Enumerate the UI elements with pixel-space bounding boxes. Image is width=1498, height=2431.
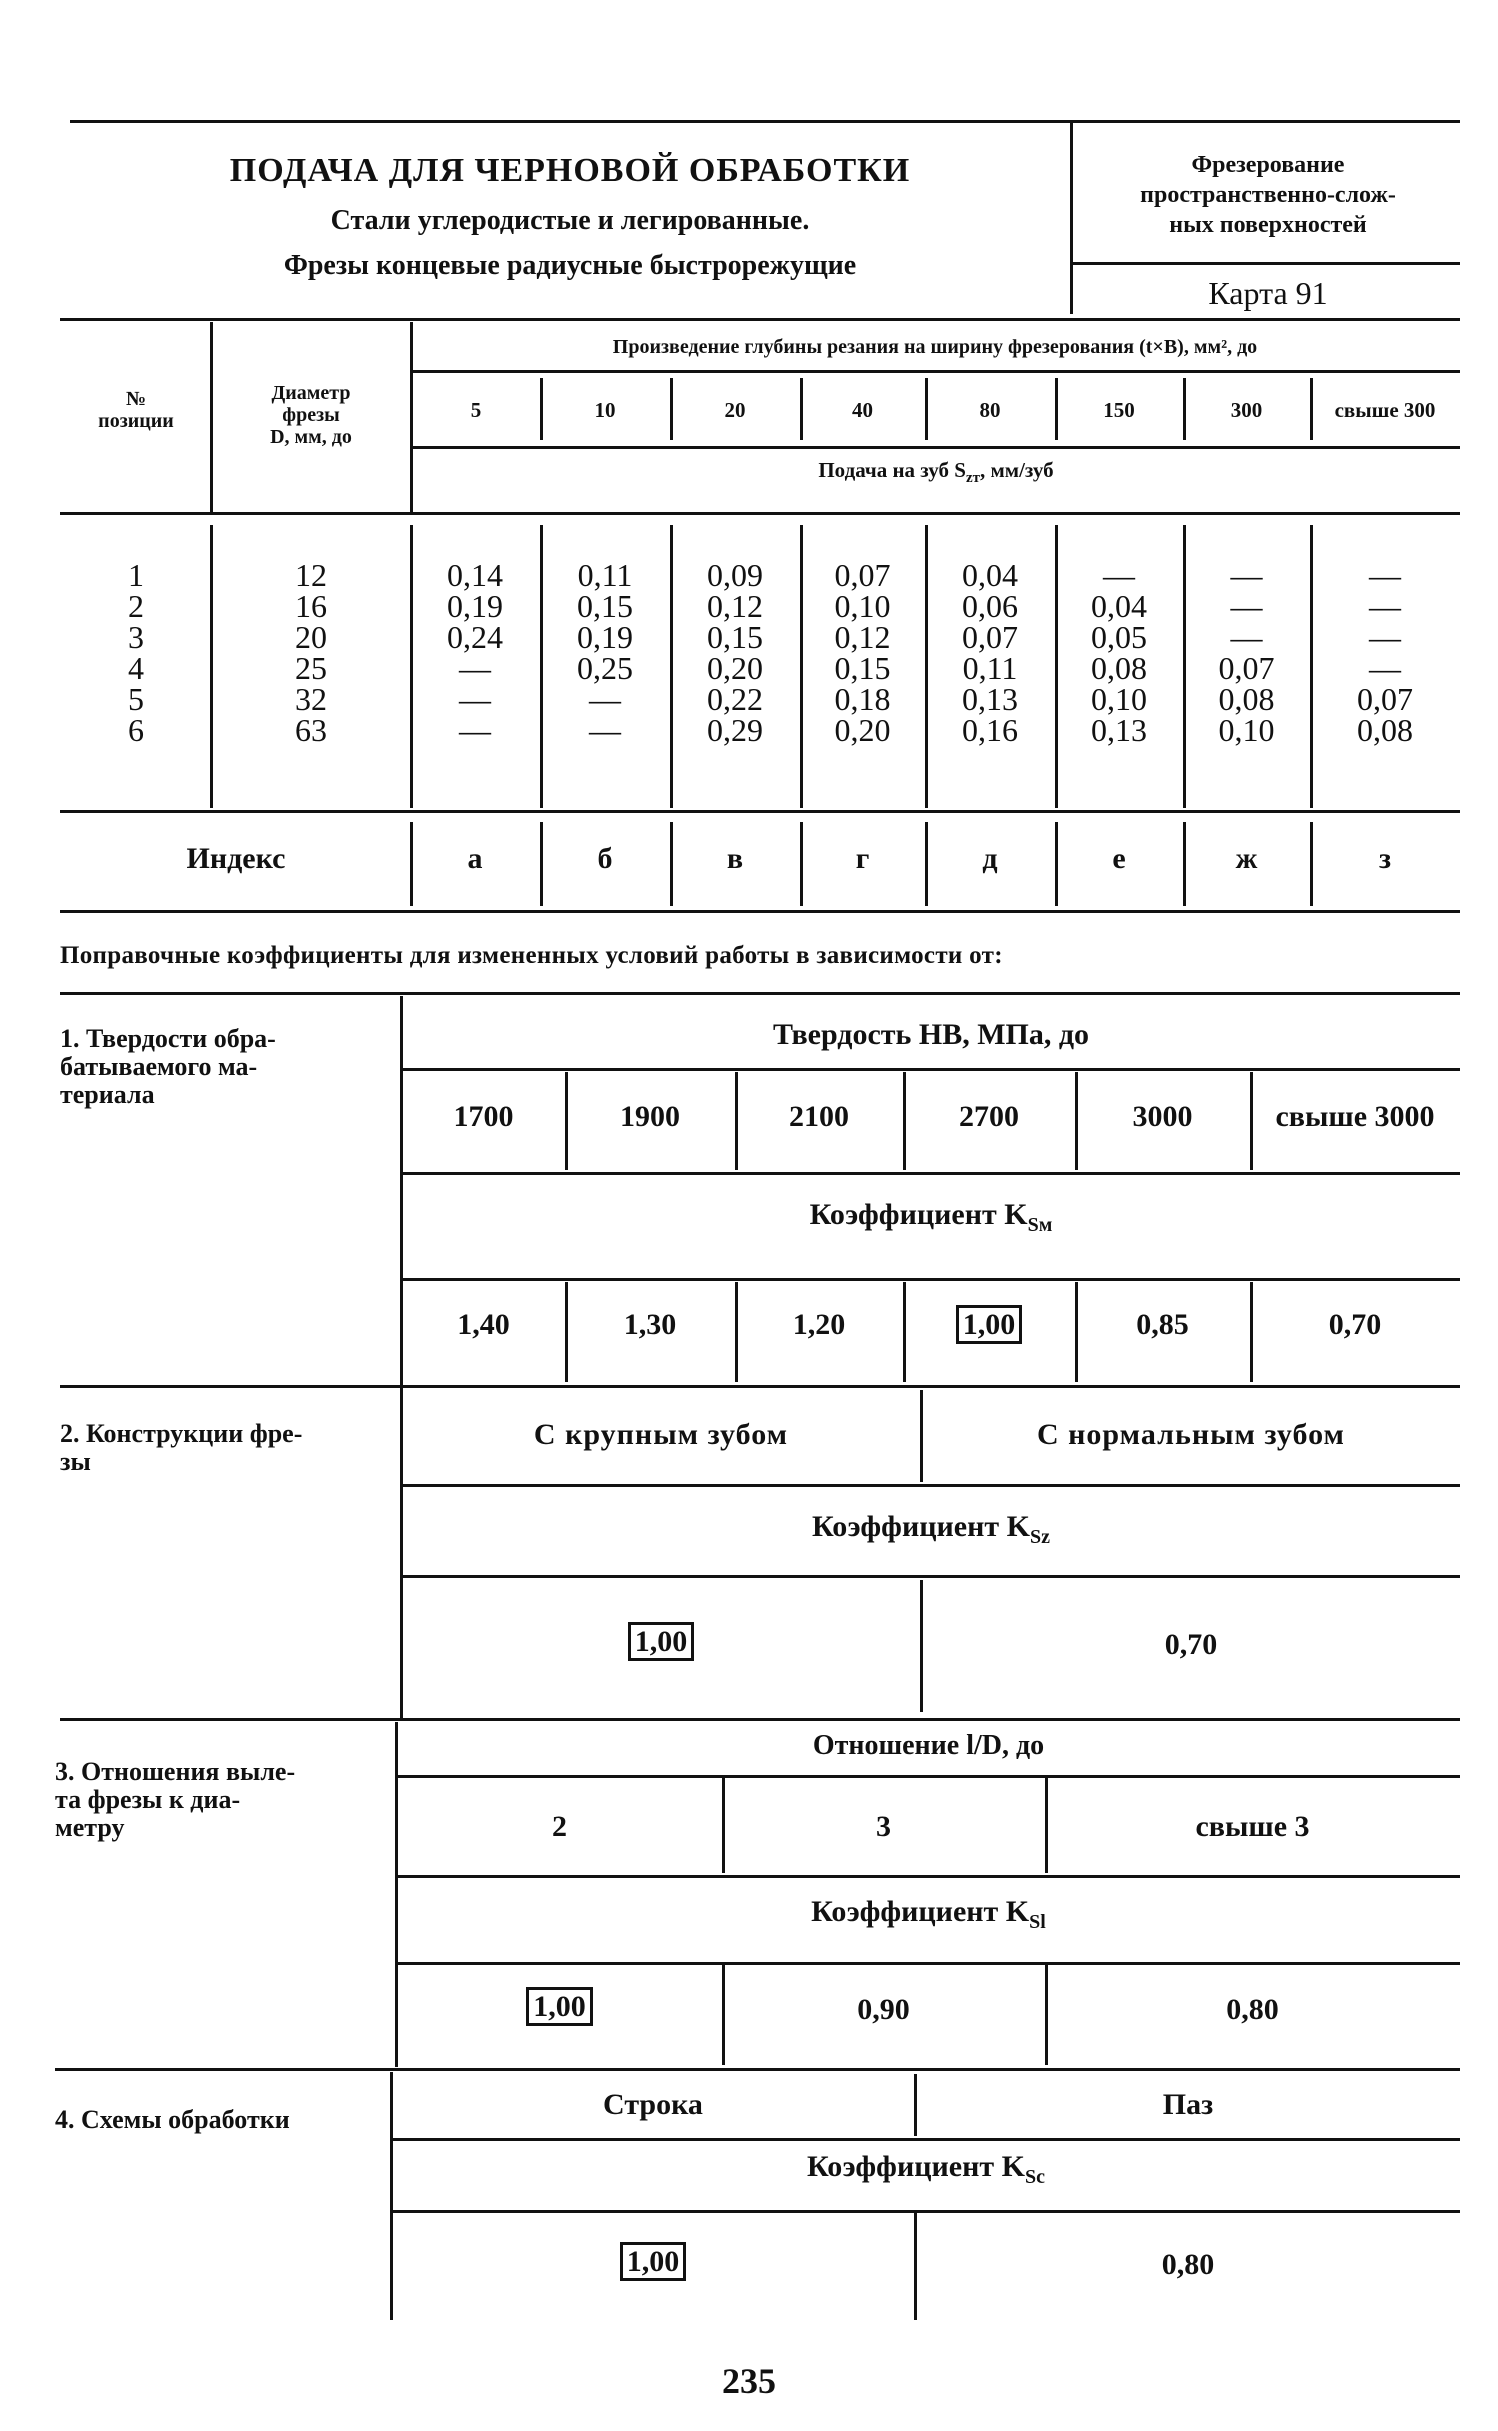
hardness-header: Твердость HB, МПа, до: [772, 1018, 1090, 1051]
hardness-separator: [1250, 1282, 1253, 1382]
hardness-separator: [903, 1072, 906, 1170]
table-cell: 25: [295, 650, 327, 686]
table-cell: 0,06: [962, 588, 1018, 624]
hardness-cell: 0,85: [1136, 1308, 1189, 1341]
table-cell: 0,24: [447, 619, 503, 655]
position-header-1: №: [125, 388, 147, 410]
overhang-coef-rule: [397, 1962, 1460, 1965]
table-top-rule: [60, 318, 1460, 321]
table-cell: 2: [128, 588, 144, 624]
table-cell: 0,10: [1218, 712, 1275, 748]
table-cell: —: [1230, 588, 1263, 624]
hardness-cell: 1,20: [792, 1308, 846, 1341]
table-cell: 0,13: [962, 681, 1018, 717]
overhang-values-rule: [397, 1875, 1460, 1878]
table-cell: 0,22: [707, 681, 763, 717]
index-separator: [410, 822, 413, 906]
design-bottom-rule: [60, 1718, 1460, 1721]
table-cell: 0,04: [1091, 588, 1147, 624]
hardness-header-rule: [402, 1068, 1460, 1071]
table-cell: 0,07: [1218, 650, 1275, 686]
table-cell: 0,07: [962, 619, 1018, 655]
table-cell: 0,07: [834, 557, 891, 593]
table-cell: —: [459, 712, 491, 748]
operation-line-1: Фрезерование: [1191, 152, 1345, 178]
hardness-separator: [735, 1282, 738, 1382]
scheme-label: 4. Схемы обработки: [55, 2105, 290, 2134]
overhang-label-3: метру: [55, 1813, 125, 1842]
design-coef-text: Коэффициент K: [812, 1510, 1030, 1543]
hardness-values-rule: [402, 1172, 1460, 1175]
table-cell: 0,10: [1091, 681, 1147, 717]
table-cell: —: [1369, 557, 1401, 593]
table-cell: 0,08: [1357, 712, 1413, 748]
table-cell: —: [1103, 557, 1135, 593]
table-cell: 32: [295, 681, 327, 717]
highlighted-value: 1,00: [956, 1305, 1023, 1344]
table-cell: 0,14: [447, 557, 503, 593]
table-cell: 3: [128, 619, 144, 655]
table-cell: —: [1369, 588, 1401, 624]
feed-header-subscript: zт: [965, 470, 980, 487]
position-header-2: позиции: [98, 410, 174, 432]
table-cell: 0,16: [962, 712, 1018, 748]
table-cell: 0,11: [577, 557, 633, 593]
hardness-separator: [735, 1072, 738, 1170]
table-cell: 0,15: [707, 619, 763, 655]
overhang-coef-sub: Sl: [1029, 1911, 1046, 1933]
index-letter: г: [855, 842, 870, 875]
material-subtitle: Стали углеродистые и легированные.: [330, 205, 810, 236]
feed-column: [1310, 557, 1460, 748]
overhang-header-rule: [397, 1775, 1460, 1778]
table-cell: 0,05: [1091, 619, 1147, 655]
corrections-intro: Поправочные коэффициенты для измененных условий работы в зависимости от:: [60, 942, 1003, 969]
feed-header-unit: , мм/зуб: [979, 458, 1054, 482]
diameter-column: [212, 557, 410, 748]
hardness-cell: свыше 3000: [1275, 1100, 1435, 1133]
feed-header: [412, 458, 1460, 487]
table-cell: 0,15: [834, 650, 891, 686]
overhang-label-2: та фрезы к диа-: [55, 1785, 241, 1814]
overhang-coef-2: [397, 1990, 722, 2024]
hardness-coef-label: [402, 1198, 1460, 1237]
scheme-coef-slot: 0,80: [1161, 2248, 1215, 2281]
design-coef-large-value: 1,00: [628, 1622, 695, 1661]
design-label-2: зы: [60, 1447, 91, 1476]
overhang-value-over-3: свыше 3: [1195, 1810, 1310, 1843]
index-letter: ж: [1235, 842, 1258, 875]
table-cell: 0,20: [834, 712, 891, 748]
design-coef-normal: 0,70: [1164, 1628, 1218, 1661]
diameter-header-2: фрезы: [282, 404, 340, 426]
hardness-label-1: 1. Твердости обра-: [60, 1024, 276, 1053]
hardness-cell: 1,40: [457, 1308, 510, 1341]
scheme-coef-line-value: 1,00: [620, 2242, 687, 2281]
index-separator: [1310, 822, 1313, 906]
index-letter: е: [1112, 842, 1126, 875]
hardness-cell: 1700: [453, 1100, 514, 1133]
overhang-bottom-rule: [55, 2068, 1460, 2071]
hardness-cell: 2700: [959, 1100, 1019, 1133]
product-value-5: 5: [470, 398, 482, 422]
overhang-coef-2-value: 1,00: [526, 1987, 593, 2026]
table-cell: —: [589, 681, 621, 717]
table-cell: 0,19: [447, 588, 503, 624]
hardness-separator: [1075, 1072, 1078, 1170]
scheme-coef-sub: Sc: [1024, 2166, 1045, 2188]
table-header-bottom-rule: [60, 512, 1460, 515]
scheme-option-line: Строка: [603, 2088, 703, 2121]
hardness-coef-rule: [402, 1278, 1460, 1281]
table-cell: 0,09: [707, 557, 763, 593]
hardness-separator: [903, 1282, 906, 1382]
feed-column: [670, 557, 800, 748]
page-title: ПОДАЧА ДЛЯ ЧЕРНОВОЙ ОБРАБОТКИ: [229, 152, 911, 189]
feed-column: [800, 557, 925, 748]
index-letter: з: [1378, 842, 1392, 875]
index-label: Индекс: [186, 842, 286, 875]
overhang-coef-text: Коэффициент K: [811, 1895, 1030, 1928]
scheme-coef-line: [392, 2245, 914, 2279]
hardness-separator: [1250, 1072, 1253, 1170]
hardness-label-3: териала: [60, 1080, 155, 1109]
index-letter: б: [597, 842, 613, 875]
table-cell: —: [459, 650, 491, 686]
feed-header-label: Подача на зуб S: [818, 458, 966, 482]
table-cell: 0,20: [707, 650, 763, 686]
design-coef-label: [402, 1510, 1460, 1549]
table-cell: —: [589, 712, 621, 748]
overhang-coef-3: 0,90: [857, 1993, 910, 2026]
product-value-20: 20: [724, 398, 746, 422]
scheme-coef-rule: [392, 2210, 1460, 2213]
index-separator: [540, 822, 543, 906]
top-rule: [70, 120, 1460, 123]
product-header-rule: [412, 370, 1460, 373]
overhang-header: Отношение l/D, до: [812, 1730, 1045, 1761]
table-cell: —: [1230, 619, 1263, 655]
table-cell: 0,08: [1091, 650, 1147, 686]
card-number: Карта 91: [1208, 275, 1328, 311]
design-option-normal: С нормальным зубом: [1036, 1418, 1345, 1451]
hardness-separator: [565, 1282, 568, 1382]
tool-subtitle: Фрезы концевые радиусные быстрорежущие: [283, 250, 857, 281]
hardness-cell: 0,70: [1328, 1308, 1382, 1341]
overhang-coef-label: [397, 1895, 1460, 1934]
overhang-label-1: 3. Отношения выле-: [55, 1757, 296, 1786]
product-value-150: 150: [1103, 398, 1135, 422]
table-cell: 0,15: [577, 588, 633, 624]
hardness-label-2: батываемого ма-: [60, 1052, 258, 1081]
operation-line-3: ных поверхностей: [1169, 212, 1367, 238]
table-cell: 5: [128, 681, 144, 717]
table-cell: 6: [128, 712, 144, 748]
hardness-cell: [903, 1308, 1075, 1342]
overhang-value-2: 2: [552, 1810, 567, 1843]
table-cell: 0,25: [577, 650, 633, 686]
table-cell: 0,07: [1357, 681, 1413, 717]
design-coef-large: [402, 1625, 920, 1659]
feed-column: [925, 557, 1055, 748]
table-cell: 0,13: [1091, 712, 1147, 748]
table-cell: 0,18: [834, 681, 891, 717]
overhang-value-3: 3: [876, 1810, 891, 1843]
hardness-separator: [1075, 1282, 1078, 1382]
product-value-40: 40: [852, 398, 873, 422]
table-cell: —: [1230, 557, 1263, 593]
design-coef-sub: Sz: [1029, 1526, 1050, 1548]
index-bottom-rule: [60, 910, 1460, 913]
feed-column: [1183, 557, 1310, 748]
corrections-top-rule: [60, 992, 1460, 995]
table-cell: 63: [295, 712, 327, 748]
product-value-10: 10: [594, 398, 616, 422]
index-letter: а: [467, 842, 483, 875]
product-header: Произведение глубины резания на ширину фрезерования (t×B), мм², до: [612, 336, 1258, 358]
overhang-coef-over-3: 0,80: [1226, 1993, 1279, 2026]
table-cell: 0,08: [1218, 681, 1275, 717]
product-value-over-300: свыше 300: [1334, 398, 1436, 422]
index-letter: д: [982, 842, 998, 875]
scheme-coef-text: Коэффициент K: [807, 2150, 1025, 2183]
index-separator: [925, 822, 928, 906]
design-options-rule: [402, 1484, 1460, 1487]
hardness-cell: 1,30: [623, 1308, 677, 1341]
scheme-option-slot: Паз: [1162, 2088, 1214, 2121]
feed-column: [410, 557, 540, 748]
design-option-large: С крупным зубом: [533, 1418, 789, 1451]
index-separator: [670, 822, 673, 906]
index-separator: [800, 822, 803, 906]
feed-column: [1055, 557, 1183, 748]
operation-line-2: пространственно-слож-: [1140, 182, 1396, 208]
hardness-bottom-rule: [60, 1385, 1460, 1388]
scheme-options-rule: [392, 2138, 1460, 2141]
table-cell: 0,10: [834, 588, 891, 624]
hardness-cell: 1900: [620, 1100, 680, 1133]
table-cell: 20: [295, 619, 327, 655]
table-cell: 0,11: [962, 650, 1018, 686]
hardness-coef-sub: Sм: [1027, 1214, 1053, 1236]
table-cell: —: [1369, 619, 1401, 655]
product-value-300: 300: [1230, 398, 1263, 422]
table-cell: 16: [295, 588, 327, 624]
table-cell: 0,12: [707, 588, 763, 624]
hardness-cell: 3000: [1132, 1100, 1193, 1133]
table-cell: 0,19: [577, 619, 633, 655]
design-coef-rule: [402, 1575, 1460, 1578]
table-cell: 12: [295, 557, 327, 593]
hardness-cell: 2100: [789, 1100, 849, 1133]
page-number: 235: [722, 2361, 776, 2401]
table-body-bottom-rule: [60, 810, 1460, 813]
diameter-header-3: D, мм, до: [270, 426, 352, 448]
diameter-header-1: Диаметр: [271, 382, 351, 404]
table-cell: 0,04: [962, 557, 1018, 593]
product-value-80: 80: [979, 398, 1001, 422]
index-separator: [1055, 822, 1058, 906]
feed-header-rule: [412, 446, 1460, 449]
design-label-1: 2. Конструкции фре-: [60, 1419, 303, 1448]
feed-column: [540, 557, 670, 748]
table-cell: 4: [128, 650, 144, 686]
position-column: [62, 557, 210, 748]
hardness-coef-text: Коэффициент K: [809, 1198, 1028, 1231]
table-cell: 0,29: [707, 712, 763, 748]
table-cell: —: [459, 681, 491, 717]
table-cell: 0,12: [834, 619, 891, 655]
index-letter: в: [726, 842, 744, 875]
scheme-coef-label: [392, 2150, 1460, 2189]
hardness-separator: [565, 1072, 568, 1170]
card-rule: [1070, 262, 1460, 265]
table-cell: —: [1369, 650, 1401, 686]
index-separator: [1183, 822, 1186, 906]
table-cell: 1: [128, 557, 144, 593]
